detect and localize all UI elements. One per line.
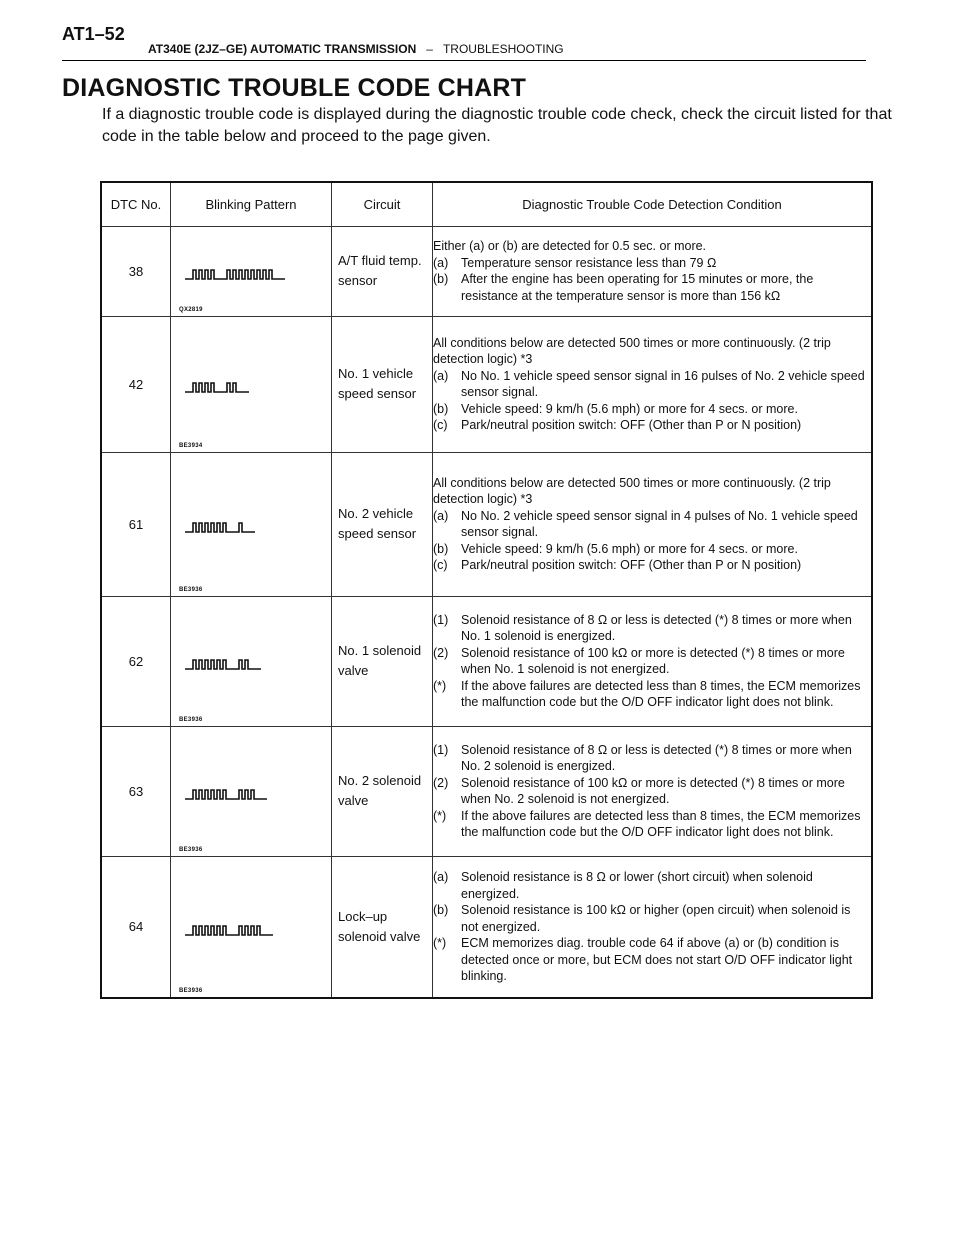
condition-item-text: If the above failures are detected less than 8 times, the ECM memorizes the malfunction code but the O/D OFF indicator light does not blink. [461, 808, 861, 839]
circuit-cell [332, 226, 433, 316]
condition-item [433, 678, 871, 711]
dtc-code: 63 [101, 726, 171, 856]
condition-item [433, 742, 871, 775]
condition-item [433, 541, 871, 558]
circuit-cell [332, 726, 433, 856]
condition-item-text: Solenoid resistance of 100 kΩ or more is detected (*) 8 times or more when No. 1 solenoid is not energized. [461, 645, 845, 676]
condition-item [433, 417, 871, 434]
blink-waveform-icon [171, 228, 329, 314]
dtc-code: 38 [101, 226, 171, 316]
circuit-cell [332, 596, 433, 726]
detection-condition [433, 452, 873, 596]
detection-condition [433, 226, 873, 316]
section-header-name: TROUBLESHOOTING [442, 42, 564, 56]
condition-item-text: Solenoid resistance is 100 kΩ or higher (open circuit) when solenoid is not energized. [461, 903, 851, 934]
header-dtc-no: DTC No. [101, 182, 171, 226]
figure-id: BE3936 [179, 988, 203, 994]
blink-waveform-line [185, 270, 285, 279]
blink-waveform-icon [171, 598, 329, 724]
condition-item-text: Solenoid resistance of 100 kΩ or more is detected (*) 8 times or more when No. 2 solenoid is not energized. [461, 775, 845, 806]
condition-item-label: (2) [433, 645, 449, 660]
table-row [101, 226, 872, 316]
condition-item [433, 508, 871, 541]
blinking-pattern [171, 316, 332, 452]
figure-id: BE3936 [179, 716, 203, 723]
condition-item-label: (c) [433, 418, 448, 432]
circuit-name: No. 2 solenoid valve [338, 773, 422, 808]
detection-condition [433, 726, 873, 856]
detection-condition [433, 596, 873, 726]
condition-item-text: Park/neutral position switch: OFF (Other than P or N position) [461, 418, 802, 432]
blink-waveform-line [185, 383, 249, 392]
condition-item-text: If the above failures are detected less than 8 times, the ECM memorizes the malfunction code but the O/D OFF indicator light does not blink. [461, 678, 861, 709]
blinking-pattern [171, 726, 332, 856]
blink-waveform-icon [171, 318, 329, 450]
circuit-name: A/T fluid temp. sensor [338, 253, 422, 288]
condition-item-text: Vehicle speed: 9 km/h (5.6 mph) or more for 4 secs. or more. [461, 401, 798, 416]
condition-item [433, 869, 871, 902]
condition-item [433, 401, 871, 418]
circuit-cell [332, 856, 433, 998]
circuit-name: No. 1 solenoid valve [338, 643, 422, 678]
blink-waveform-icon [171, 858, 329, 996]
condition-item-label: (1) [433, 742, 449, 757]
condition-item-label: (b) [433, 903, 449, 917]
blink-waveform-line [185, 660, 261, 669]
dtc-chart-table [100, 181, 873, 999]
condition-item-label: (b) [433, 541, 449, 556]
condition-item-label: (*) [433, 936, 447, 950]
header-detection-condition: Diagnostic Trouble Code Detection Condition [433, 182, 873, 226]
condition-item-text: Solenoid resistance of 8 Ω or less is detected (*) 8 times or more when No. 2 solenoid is energized. [461, 742, 852, 773]
condition-item-text: No No. 2 vehicle speed sensor signal in 4 pulses of No. 1 vehicle speed sensor signal. [461, 508, 858, 539]
circuit-name: Lock–up solenoid valve [338, 908, 421, 944]
figure-id: BE3934 [179, 442, 203, 449]
intro-paragraph: If a diagnostic trouble code is displayed during the diagnostic trouble code check, check the circuit listed for that code in the table below and proceed to the page given. [102, 106, 892, 145]
condition-item [433, 271, 871, 304]
table-row [101, 596, 872, 726]
blinking-pattern [171, 452, 332, 596]
section-header-separator: – [426, 42, 433, 56]
condition-item-text: Solenoid resistance is 8 Ω or lower (short circuit) when solenoid energized. [461, 870, 813, 901]
condition-item-label: (a) [433, 255, 449, 270]
condition-item [433, 902, 871, 935]
dtc-code: 42 [101, 316, 171, 452]
figure-id: BE3936 [179, 846, 203, 853]
table-row [101, 856, 872, 998]
condition-item-text: After the engine has been operating for 15 minutes or more, the resistance at the temperature sensor is more than 156 kΩ [461, 272, 814, 303]
condition-intro: All conditions below are detected 500 times or more continuously. (2 trip detection logic) *3 [433, 335, 831, 366]
blinking-pattern [171, 226, 332, 316]
condition-item [433, 808, 871, 841]
condition-item-label: (*) [433, 808, 447, 823]
blinking-pattern [171, 856, 332, 998]
condition-item-text: Vehicle speed: 9 km/h (5.6 mph) or more for 4 secs. or more. [461, 541, 798, 556]
condition-item-label: (c) [433, 558, 448, 572]
blink-waveform-icon [171, 728, 329, 854]
condition-item [433, 612, 871, 645]
condition-item [433, 368, 871, 401]
condition-intro: Either (a) or (b) are detected for 0.5 sec. or more. [433, 239, 707, 253]
blink-waveform-line [185, 790, 267, 799]
table-header-row [101, 182, 872, 226]
blink-waveform-icon [171, 454, 329, 594]
header-blinking-pattern: Blinking Pattern [171, 182, 332, 226]
table-row [101, 316, 872, 452]
circuit-name: No. 1 vehicle speed sensor [338, 366, 417, 401]
condition-item [433, 645, 871, 678]
condition-intro: All conditions below are detected 500 times or more continuously. (2 trip detection logic) *3 [433, 475, 831, 506]
circuit-cell [332, 452, 433, 596]
circuit-cell [332, 316, 433, 452]
detection-condition [433, 316, 873, 452]
condition-item-label: (a) [433, 870, 449, 884]
condition-item-label: (a) [433, 508, 449, 523]
dtc-code: 64 [101, 856, 171, 998]
page-number: AT1–52 [62, 24, 125, 44]
condition-item-text: Temperature sensor resistance less than 79 Ω [461, 255, 717, 270]
condition-item-label: (2) [433, 775, 449, 790]
section-header [148, 42, 564, 56]
condition-item-label: (b) [433, 401, 449, 416]
page-title: DIAGNOSTIC TROUBLE CODE CHART [62, 74, 527, 102]
blink-waveform-line [185, 926, 273, 935]
header-circuit: Circuit [332, 182, 433, 226]
table-body [101, 226, 872, 998]
condition-item [433, 775, 871, 808]
condition-item [433, 255, 871, 272]
dtc-code: 61 [101, 452, 171, 596]
blink-waveform-line [185, 523, 255, 532]
header-rule [62, 60, 866, 61]
circuit-name: No. 2 vehicle speed sensor [338, 506, 417, 541]
figure-id: QX2819 [179, 306, 203, 313]
dtc-code: 62 [101, 596, 171, 726]
condition-item [433, 557, 871, 574]
condition-item-text: No No. 1 vehicle speed sensor signal in 16 pulses of No. 2 vehicle speed sensor signal. [461, 368, 865, 399]
condition-item-text: Park/neutral position switch: OFF (Other than P or N position) [461, 558, 802, 572]
figure-id: BE3936 [179, 586, 203, 593]
condition-item-label: (a) [433, 368, 449, 383]
condition-item [433, 935, 871, 985]
condition-item-label: (b) [433, 272, 449, 286]
table-row [101, 452, 872, 596]
blinking-pattern [171, 596, 332, 726]
condition-item-label: (*) [433, 678, 447, 693]
table-row [101, 726, 872, 856]
condition-item-label: (1) [433, 612, 449, 627]
detection-condition [433, 856, 873, 998]
condition-item-text: Solenoid resistance of 8 Ω or less is detected (*) 8 times or more when No. 1 solenoid is energized. [461, 612, 852, 643]
condition-item-text: ECM memorizes diag. trouble code 64 if above (a) or (b) condition is detected once or more, but ECM does not start O/D OFF indicator light blinking. [461, 936, 853, 983]
section-header-bold: AT340E (2JZ–GE) AUTOMATIC TRANSMISSION [148, 42, 417, 56]
